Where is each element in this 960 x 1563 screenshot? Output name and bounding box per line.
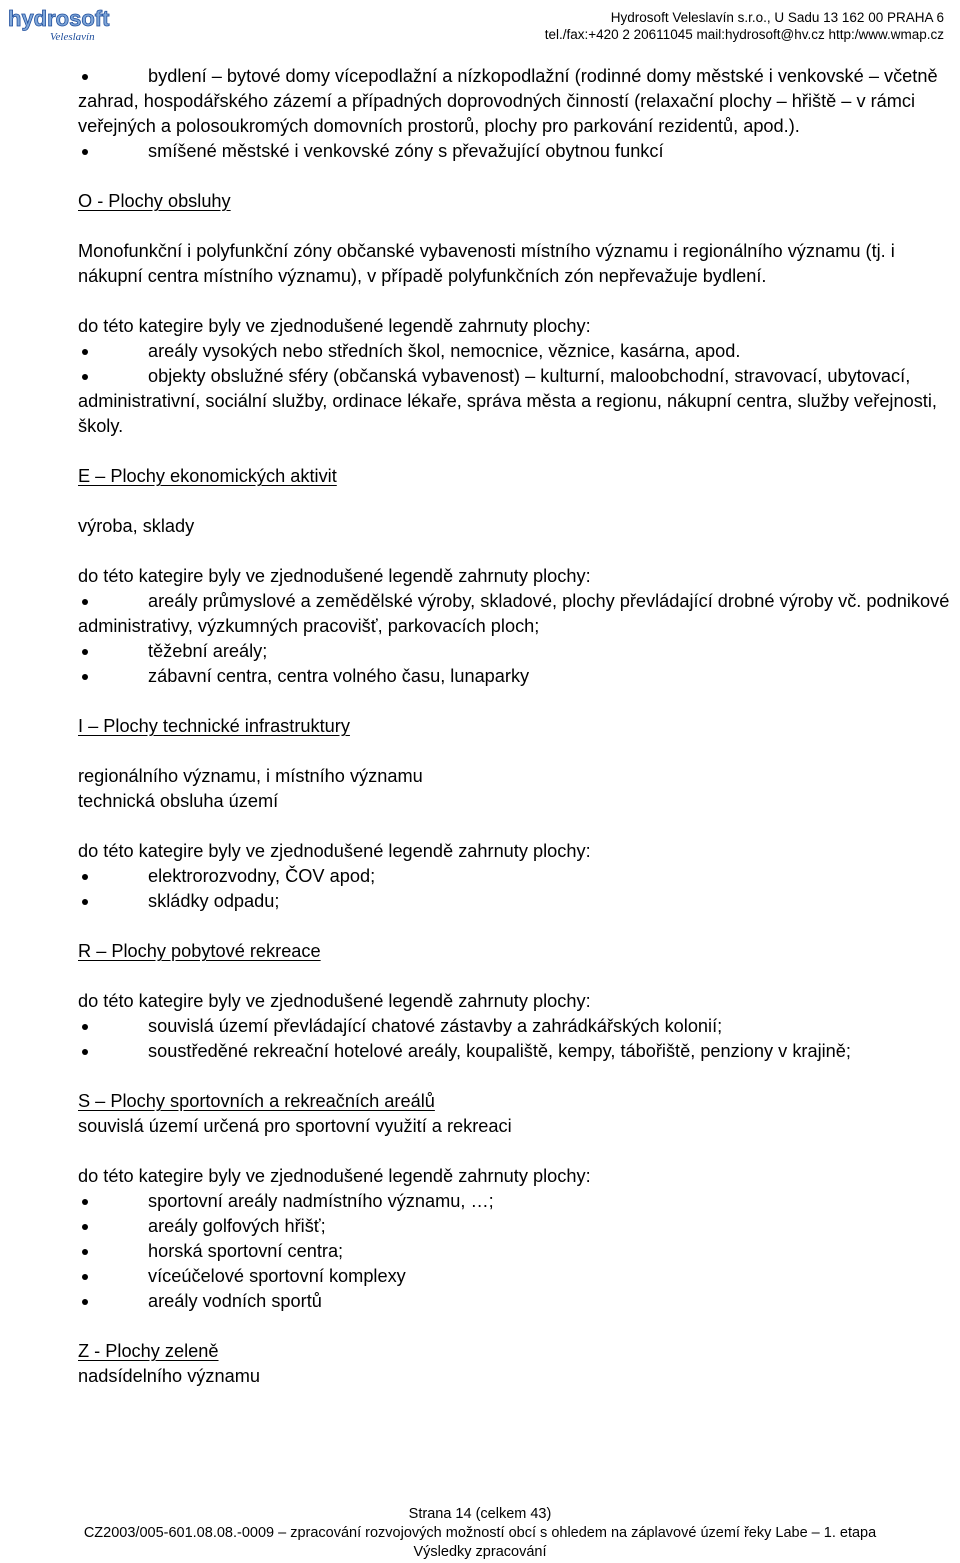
section-description: regionálního významu, i místního významu bbox=[78, 766, 423, 786]
bullet-icon bbox=[82, 74, 88, 80]
bullet-icon bbox=[82, 374, 88, 380]
category-intro: do této kategire byly ve zjednodušené legendě zahrnuty plochy: bbox=[78, 566, 591, 586]
section-heading-s: S – Plochy sportovních a rekreačních areálů bbox=[78, 1091, 435, 1111]
section-heading-o: O - Plochy obsluhy bbox=[78, 191, 231, 211]
list-item: areály průmyslové a zemědělské výroby, skladové, plochy převládající drobné výroby vč. podnikové administrativy, výzkumných pracovišť, parkovacích ploch; bbox=[78, 591, 950, 636]
bullet-icon bbox=[82, 1224, 88, 1230]
bullet-icon bbox=[82, 1049, 88, 1055]
bullet-icon bbox=[82, 599, 88, 605]
section-description: nadsídelního významu bbox=[78, 1366, 260, 1386]
list-item: víceúčelové sportovní komplexy bbox=[78, 1264, 954, 1289]
bullet-icon bbox=[82, 674, 88, 680]
section-description: souvislá území určená pro sportovní využití a rekreaci bbox=[78, 1116, 512, 1136]
category-intro: do této kategire byly ve zjednodušené legendě zahrnuty plochy: bbox=[78, 991, 591, 1011]
section-description: výroba, sklady bbox=[78, 516, 195, 536]
bullet-icon bbox=[82, 1249, 88, 1255]
section-name: Výsledky zpracování bbox=[413, 1544, 547, 1560]
category-intro: do této kategire byly ve zjednodušené legendě zahrnuty plochy: bbox=[78, 316, 591, 336]
section-description: technická obsluha území bbox=[78, 791, 279, 811]
bullet-icon bbox=[82, 899, 88, 905]
list-item: smíšené městské i venkovské zóny s převažující obytnou funkcí bbox=[78, 139, 954, 164]
page-header bbox=[0, 0, 960, 48]
section-description: Monofunkční i polyfunkční zóny občanské vybavenosti místního významu i regionálního významu (tj. i nákupní centra místního významu), v případě polyfunkčních zón nepřevažuje bydlení. bbox=[78, 241, 895, 286]
logo-graphic bbox=[6, 4, 126, 44]
list-item: objekty obslužné sféry (občanská vybavenost) – kulturní, maloobchodní, stravovací, ubytovací, administrativní, sociální služby, ordinace lékaře, správa města a regionu, nákupní centra, služby veřejnosti, školy. bbox=[78, 366, 937, 436]
logo-subtext: Veleslavín bbox=[50, 31, 95, 43]
company-contacts: tel./fax:+420 2 20611045 mail:hydrosoft@hv.cz http:/www.wmap.cz bbox=[544, 27, 944, 42]
section-heading-r: R – Plochy pobytové rekreace bbox=[78, 941, 321, 961]
list-item: soustředěné rekreační hotelové areály, koupaliště, kempy, tábořiště, penziony v krajině; bbox=[78, 1039, 954, 1064]
project-title: CZ2003/005-601.08.08.-0009 – zpracování rozvojových možností obcí s ohledem na záplavové území řeky Labe – 1. etapa bbox=[83, 1525, 877, 1541]
category-intro: do této kategire byly ve zjednodušené legendě zahrnuty plochy: bbox=[78, 1166, 591, 1186]
document-body bbox=[78, 64, 954, 1389]
company-info bbox=[545, 9, 944, 43]
list-item: areály golfových hřišť; bbox=[78, 1214, 954, 1239]
list-item: elektrorozvodny, ČOV apod; bbox=[78, 864, 954, 889]
company-address: Hydrosoft Veleslavín s.r.o., U Sadu 13 162 00 PRAHA 6 bbox=[610, 10, 944, 25]
section-heading-z: Z - Plochy zeleně bbox=[78, 1341, 219, 1361]
list-item: sportovní areály nadmístního významu, …; bbox=[78, 1189, 954, 1214]
list-item: souvislá území převládající chatové zástavby a zahrádkářských kolonií; bbox=[78, 1014, 954, 1039]
bullet-icon bbox=[82, 649, 88, 655]
page-footer bbox=[0, 1505, 960, 1562]
list-item: horská sportovní centra; bbox=[78, 1239, 954, 1264]
page-number: Strana 14 (celkem 43) bbox=[408, 1506, 552, 1522]
bullet-icon bbox=[82, 874, 88, 880]
hydrosoft-logo bbox=[6, 4, 126, 44]
logo-wordmark: hydrosoft bbox=[8, 6, 110, 31]
bullet-icon bbox=[82, 1199, 88, 1205]
list-item: areály vysokých nebo středních škol, nemocnice, věznice, kasárna, apod. bbox=[78, 339, 954, 364]
list-item: skládky odpadu; bbox=[78, 889, 954, 914]
bullet-icon bbox=[82, 1299, 88, 1305]
bullet-icon bbox=[82, 149, 88, 155]
list-item: areály vodních sportů bbox=[78, 1289, 954, 1314]
list-item: zábavní centra, centra volného času, lunaparky bbox=[78, 664, 954, 689]
list-item: těžební areály; bbox=[78, 639, 954, 664]
bullet-icon bbox=[82, 1024, 88, 1030]
category-intro: do této kategire byly ve zjednodušené legendě zahrnuty plochy: bbox=[78, 841, 591, 861]
bullet-icon bbox=[82, 349, 88, 355]
list-item: bydlení – bytové domy vícepodlažní a nízkopodlažní (rodinné domy městské i venkovské – včetně zahrad, hospodářského zázemí a případných doprovodných činností (relaxační plochy – hřiště – v rámci veřejných a polosoukromých domovních prostorů, plochy pro parkování rezidentů, apod.). bbox=[78, 66, 938, 136]
section-heading-e: E – Plochy ekonomických aktivit bbox=[78, 466, 337, 486]
section-heading-i: I – Plochy technické infrastruktury bbox=[78, 716, 350, 736]
bullet-icon bbox=[82, 1274, 88, 1280]
